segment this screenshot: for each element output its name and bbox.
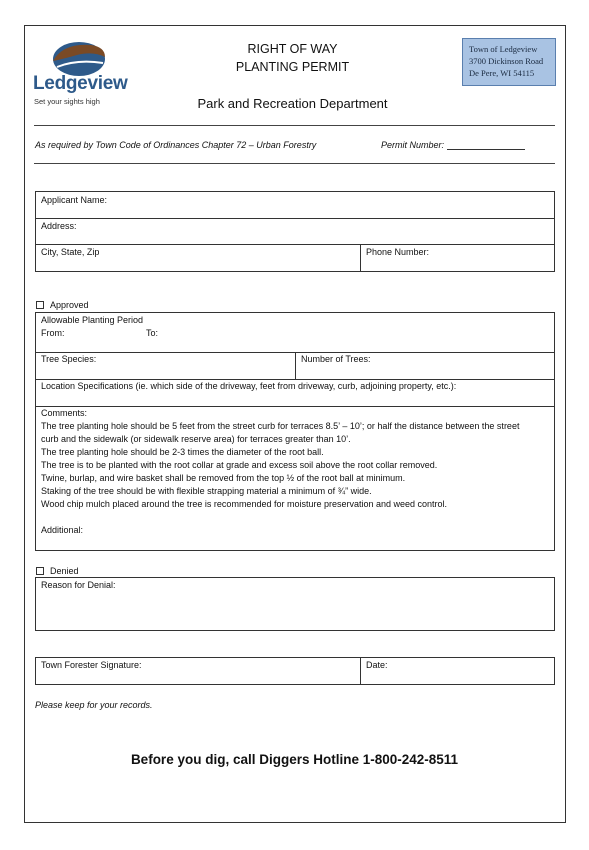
ordinance-note: As required by Town Code of Ordinances Chapter 72 – Urban Forestry [35,140,317,150]
logo-tagline: Set your sights high [34,97,100,106]
keep-records-note: Please keep for your records. [35,700,153,710]
denied-label: Denied [50,566,79,576]
ledgeview-logo [33,37,128,111]
denied-checkbox[interactable] [36,567,44,575]
approved-label: Approved [50,300,89,310]
column-divider [360,244,361,271]
address-label: Address: [41,221,77,231]
comment-line: Wood chip mulch placed around the tree is recommended for moisture preservation and weed control. [41,499,448,509]
city-state-zip-label: City, State, Zip [41,247,100,257]
department-name: Park and Recreation Department [197,96,388,111]
address-line: 3700 Dickinson Road [469,56,544,66]
address-line: Town of Ledgeview [469,44,538,54]
signature-section [35,657,555,685]
row-divider [36,379,554,380]
intro-divider [34,163,555,164]
permit-number-blank[interactable] [447,140,525,150]
approved-section [35,312,555,551]
comment-line: The tree is to be planted with the root collar at grade and excess soil above the root collar removed. [41,460,438,470]
denial-section [35,577,555,631]
from-label: From: [41,328,65,338]
approved-option[interactable] [36,300,89,310]
header-divider [34,125,555,126]
date-label: Date: [366,660,388,670]
address-line: De Pere, WI 54115 [469,68,535,78]
approved-checkbox[interactable] [36,301,44,309]
row-divider [36,244,554,245]
additional-label: Additional: [41,525,84,535]
form-title-line2: PLANTING PERMIT [235,60,350,74]
forester-signature-label: Town Forester Signature: [41,660,142,670]
permit-number-field[interactable] [381,140,525,150]
reason-for-denial-label: Reason for Denial: [41,580,116,590]
column-divider [295,352,296,379]
comment-line: The tree planting hole should be 2-3 times the diameter of the root ball. [41,447,324,457]
form-title-line1: RIGHT OF WAY [247,42,338,56]
comments-label: Comments: [41,408,88,418]
comment-line: The tree planting hole should be 5 feet from the street curb for terraces 8.5’ – 10’; or half the distance between the street [41,421,520,431]
comment-line: Staking of the tree should be with flexible strapping material a minimum of ¾” wide. [41,486,372,496]
number-of-trees-label: Number of Trees: [301,354,371,364]
column-divider [360,658,361,684]
comment-line: Twine, burlap, and wire basket shall be removed from the top ½ of the root ball at minimum. [41,473,406,483]
phone-number-label: Phone Number: [366,247,430,257]
applicant-section [35,191,555,272]
denied-option[interactable] [36,566,79,576]
logo-wordmark: Ledgeview [33,73,128,94]
diggers-hotline: Before you dig, call Diggers Hotline 1-800-242-8511 [130,752,459,767]
row-divider [36,218,554,219]
logo-mark-icon [33,37,125,77]
applicant-name-label: Applicant Name: [41,195,108,205]
tree-species-label: Tree Species: [41,354,97,364]
town-address-box [462,38,556,86]
comment-line: curb and the sidewalk (or sidewalk reserve area) for terraces greater than 10’. [41,434,351,444]
to-label: To: [146,328,159,338]
location-spec-label: Location Specifications (ie. which side of the driveway, feet from driveway, curb, adjoining property, etc.): [41,381,457,391]
row-divider [36,406,554,407]
permit-number-label: Permit Number: [381,140,445,150]
planting-period-label: Allowable Planting Period [41,315,144,325]
